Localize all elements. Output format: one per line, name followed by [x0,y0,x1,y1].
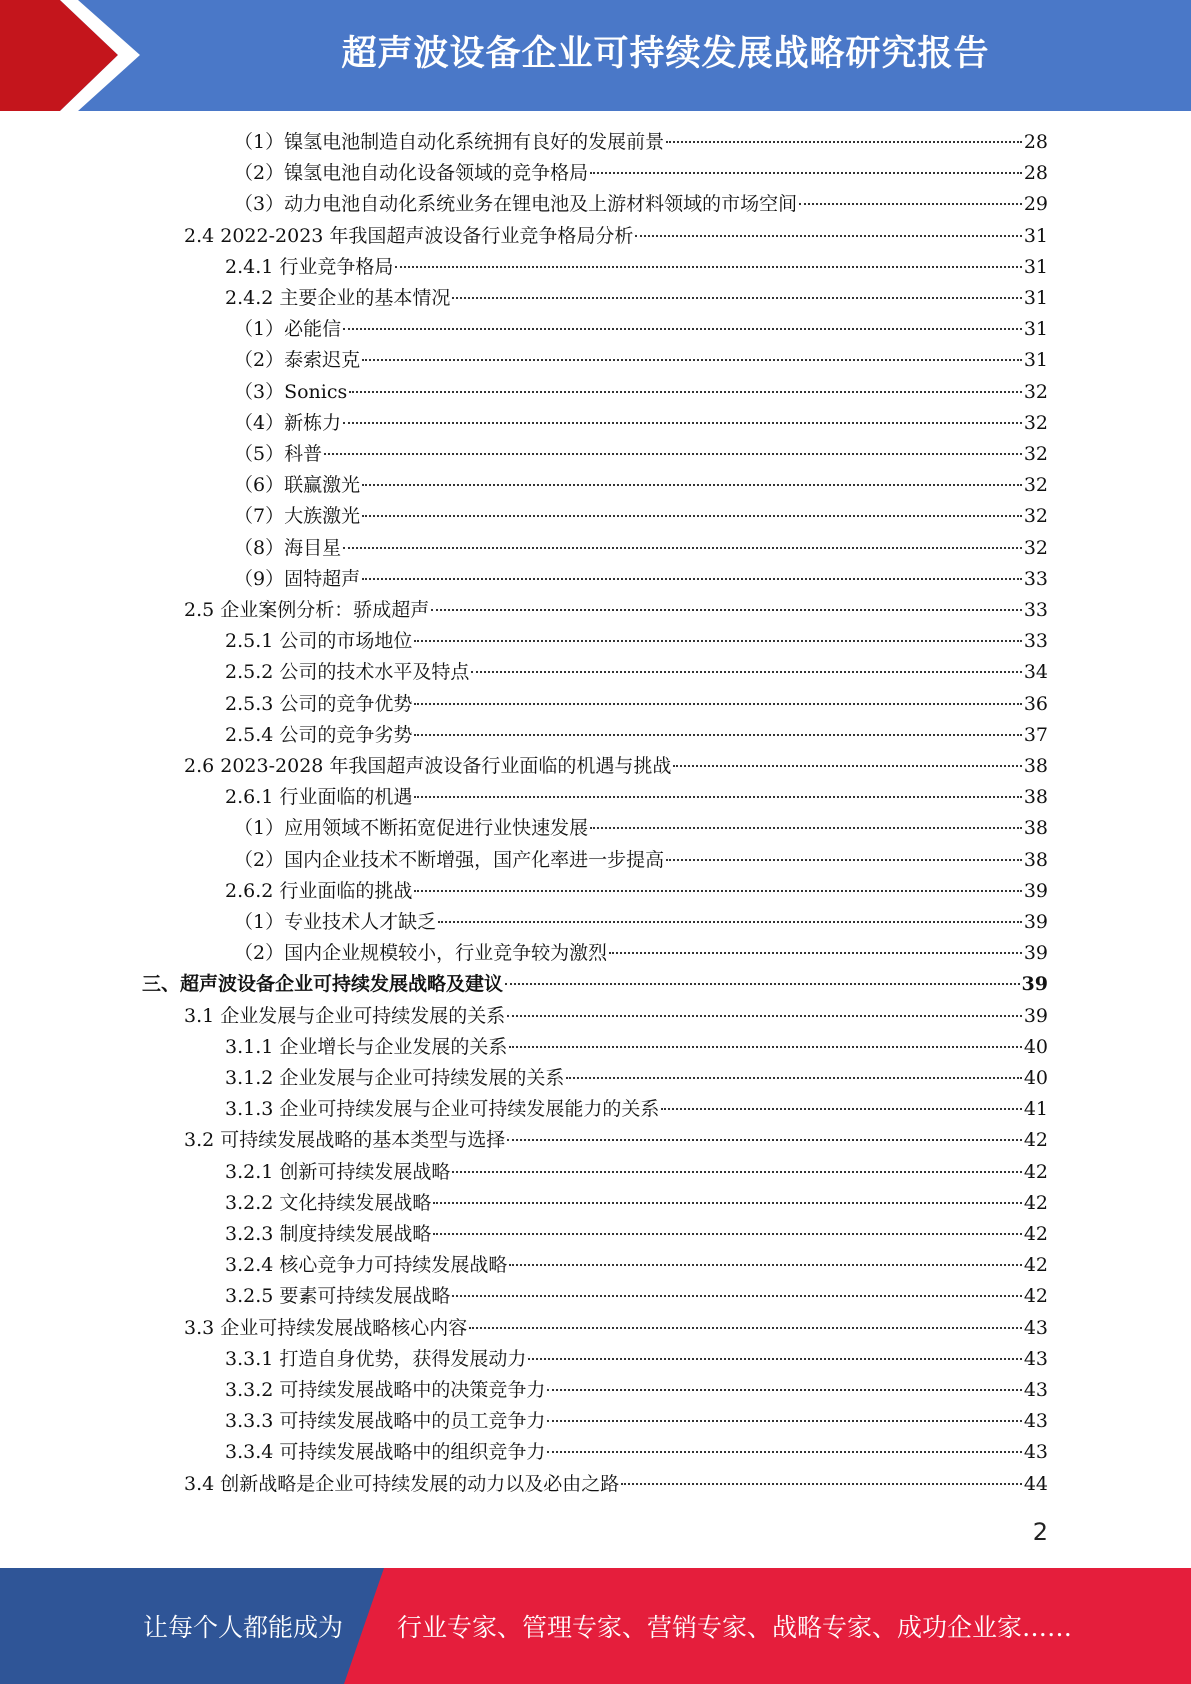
toc-entry[interactable] [225,720,1048,751]
footer-banner [0,1568,1191,1684]
toc-entry-page: 32 [1023,380,1048,403]
toc-entry-title: （2）国内企业技术不断增强，国产化率进一步提高 [234,848,665,871]
toc-entry-page: 31 [1023,349,1048,372]
dot-leader [395,266,1021,268]
toc-entry[interactable] [184,1125,1048,1156]
toc-entry-page: 39 [1023,1004,1048,1027]
toc-entry-title: 3.2.5 要素可持续发展战略 [225,1285,451,1308]
toc-entry-title: 3.2.3 制度持续发展战略 [225,1223,432,1245]
dot-leader [505,983,1020,985]
toc-entry[interactable] [225,1375,1048,1406]
dot-leader [414,796,1021,798]
toc-entry[interactable] [225,1344,1048,1375]
toc-entry[interactable] [225,1063,1048,1094]
toc-entry-title: 2.6.2 行业面临的挑战 [225,879,413,902]
toc-entry-page: 43 [1023,1410,1048,1433]
dot-leader [343,422,1022,424]
toc-entry-page: 43 [1023,1441,1048,1464]
toc-entry[interactable] [225,1188,1048,1219]
toc-entry[interactable] [234,189,1048,220]
toc-entry-title: （5）科普 [234,443,323,465]
header-bar [0,0,1191,111]
toc-entry[interactable] [234,907,1048,938]
toc-entry[interactable] [234,813,1048,844]
toc-entry-page: 32 [1023,505,1048,528]
page-number: 2 [1032,1518,1048,1546]
dot-leader [507,1015,1022,1017]
toc-entry[interactable] [234,158,1048,189]
header-chevron-icon [0,0,160,111]
toc-entry[interactable] [225,1281,1048,1312]
dot-leader [547,1451,1021,1453]
toc-entry-title: 3.1.2 企业发展与企业可持续发展的关系 [225,1067,565,1089]
toc-entry-title: （2）国内企业规模较小，行业竞争较为激烈 [234,942,608,965]
toc-entry[interactable] [184,1469,1048,1500]
toc-entry[interactable] [225,626,1048,657]
toc-entry-page: 38 [1023,848,1048,871]
dot-leader [635,235,1021,237]
toc-entry[interactable] [234,408,1048,439]
toc-entry[interactable] [234,845,1048,876]
toc-entry-title: 2.4.2 主要企业的基本情况 [225,287,451,309]
toc-entry-title: 3.1 企业发展与企业可持续发展的关系 [184,1004,506,1027]
toc-entry-page: 34 [1023,661,1048,684]
toc-entry-page: 31 [1023,318,1048,341]
dot-leader [414,734,1021,736]
dot-leader [414,703,1021,705]
toc-entry-page: 41 [1023,1098,1048,1121]
dot-leader [362,578,1022,580]
toc-entry[interactable] [184,595,1048,626]
toc-entry-title: 3.3 企业可持续发展战略核心内容 [184,1316,468,1339]
toc-entry[interactable] [225,1094,1048,1125]
toc-entry-title: （4）新栋力 [234,411,342,434]
toc-entry-page: 39 [1021,973,1048,996]
toc-entry-title: （1）镍氢电池制造自动化系统拥有良好的发展前景 [234,131,665,153]
toc-entry[interactable] [225,876,1048,907]
dot-leader [566,1077,1021,1079]
toc-entry-page: 32 [1023,443,1048,465]
toc-entry-page: 33 [1023,599,1048,621]
toc-entry-page: 38 [1023,755,1048,777]
dot-leader [343,547,1022,549]
toc-entry-page: 32 [1023,474,1048,497]
toc-entry[interactable] [225,1032,1048,1063]
toc-entry-page: 39 [1023,911,1048,933]
toc-entry-page: 33 [1023,630,1048,653]
dot-leader [673,765,1021,767]
toc-entry[interactable] [184,1001,1048,1032]
toc-entry-title: （2）镍氢电池自动化设备领域的竞争格局 [234,162,589,185]
toc-entry[interactable] [234,377,1048,408]
toc-entry-page: 43 [1023,1347,1048,1370]
toc-entry-page: 39 [1023,879,1048,902]
dot-leader [452,1171,1021,1173]
dot-leader [362,515,1022,517]
dot-leader [343,328,1022,330]
dot-leader [471,671,1021,673]
toc-entry-page: 36 [1023,692,1048,715]
toc-entry-title: （9）固特超声 [234,567,361,590]
dot-leader [452,1295,1021,1297]
dot-leader [507,1139,1022,1141]
toc-entry[interactable] [234,564,1048,595]
dot-leader [799,203,1022,205]
dot-leader [438,921,1022,923]
toc-entry-page: 42 [1023,1223,1048,1245]
toc-entry-page: 43 [1023,1379,1048,1401]
toc-entry[interactable] [234,345,1048,376]
toc-entry-page: 43 [1023,1316,1048,1339]
dot-leader [431,609,1022,611]
dot-leader [621,1483,1022,1485]
toc-entry-title: （2）泰索迟克 [234,349,361,372]
toc-entry-title: 3.3.4 可持续发展战略中的组织竞争力 [225,1441,546,1464]
toc-entry-title: 3.3.2 可持续发展战略中的决策竞争力 [225,1379,546,1401]
dot-leader [547,1389,1021,1391]
toc-entry[interactable] [184,751,1048,782]
toc-entry-page: 29 [1023,193,1048,216]
toc-entry[interactable] [234,127,1048,158]
dot-leader [547,1420,1021,1422]
toc-entry-page: 28 [1023,131,1048,153]
toc-entry[interactable] [225,689,1048,720]
toc-entry-page: 42 [1023,1254,1048,1277]
dot-leader [452,297,1021,299]
toc-entry-title: （3）动力电池自动化系统业务在锂电池及上游材料领域的市场空间 [234,193,798,216]
footer-slogan-right: 行业专家、管理专家、营销专家、战略专家、成功企业家…… [397,1613,1073,1642]
toc-entry[interactable] [225,782,1048,813]
toc-entry[interactable] [225,1219,1048,1250]
toc-entry-page: 40 [1023,1067,1048,1089]
toc-entry-page: 28 [1023,162,1048,185]
toc-entry-page: 44 [1023,1472,1048,1495]
toc-entry-title: 2.5.1 公司的市场地位 [225,630,413,653]
dot-leader [324,453,1022,455]
dot-leader [528,1358,1021,1360]
toc-entry-title: （1）专业技术人才缺乏 [234,911,437,933]
dot-leader [609,952,1022,954]
report-title: 超声波设备企业可持续发展战略研究报告 [341,34,990,74]
toc-entry-page: 33 [1023,567,1048,590]
toc-entry-title: 2.5.4 公司的竞争劣势 [225,723,413,746]
toc-entry-page: 42 [1023,1191,1048,1214]
toc-entry-title: 2.6 2023-2028 年我国超声波设备行业面临的机遇与挑战 [184,755,672,777]
toc-entry-title: 2.6.1 行业面临的机遇 [225,786,413,809]
dot-leader [362,359,1022,361]
toc-entry-page: 42 [1023,1285,1048,1308]
toc-entry[interactable] [234,314,1048,345]
toc-entry-title: 3.3.1 打造自身优势，获得发展动力 [225,1347,527,1370]
toc-entry-title: 3.1.3 企业可持续发展与企业可持续发展能力的关系 [225,1098,660,1121]
toc-entry[interactable] [225,1157,1048,1188]
toc-entry-title: 3.2.1 创新可持续发展战略 [225,1160,451,1183]
toc-entry-title: 2.5 企业案例分析：骄成超声 [184,599,430,621]
dot-leader [433,1202,1021,1204]
dot-leader [362,484,1022,486]
dot-leader [666,859,1022,861]
toc-entry-page: 39 [1023,942,1048,965]
toc-entry-page: 37 [1023,723,1048,746]
toc-entry[interactable] [184,221,1048,252]
toc-entry-page: 31 [1023,255,1048,278]
toc-entry-title: 3.2 可持续发展战略的基本类型与选择 [184,1129,506,1152]
toc-entry-title: （8）海目星 [234,536,342,559]
dot-leader [666,141,1022,143]
toc-entry-page: 32 [1023,411,1048,434]
toc-entry-title: （7）大族激光 [234,505,361,528]
toc-entry-title: （6）联赢激光 [234,474,361,497]
dot-leader [349,391,1022,393]
toc-entry-page: 42 [1023,1129,1048,1152]
toc-entry[interactable] [225,657,1048,688]
dot-leader [469,1327,1022,1329]
toc-entry-page: 38 [1023,817,1048,840]
toc-entry-title: 2.4.1 行业竞争格局 [225,255,394,278]
footer-slogan-left: 让每个人都能成为 [143,1613,344,1642]
toc-entry-title: 3.3.3 可持续发展战略中的员工竞争力 [225,1410,546,1433]
dot-leader [414,890,1021,892]
toc-entry-page: 38 [1023,786,1048,809]
toc-entry[interactable] [225,283,1048,314]
dot-leader [509,1046,1021,1048]
toc-entry[interactable] [225,1437,1048,1468]
dot-leader [433,1233,1021,1235]
toc-entry-title: 2.5.2 公司的技术水平及特点 [225,661,470,684]
toc-entry[interactable] [184,1313,1048,1344]
toc-entry-title: （3）Sonics [234,380,348,403]
toc-entry-title: （1）应用领域不断拓宽促进行业快速发展 [234,817,589,840]
toc-entry-page: 31 [1023,224,1048,247]
toc-entry[interactable] [225,1406,1048,1437]
toc-entry-title: 2.5.3 公司的竞争优势 [225,692,413,715]
toc-entry-page: 32 [1023,536,1048,559]
toc-entry-title: 3.1.1 企业增长与企业发展的关系 [225,1035,508,1058]
dot-leader [414,640,1021,642]
toc-entry-page: 42 [1023,1160,1048,1183]
dot-leader [509,1264,1021,1266]
toc-entry[interactable] [234,938,1048,969]
toc-entry[interactable] [234,533,1048,564]
toc-entry[interactable] [234,439,1048,470]
toc-entry-title: （1）必能信 [234,318,342,341]
toc-entry-title: 三、超声波设备企业可持续发展战略及建议 [142,973,504,996]
toc-entry[interactable] [234,501,1048,532]
dot-leader [590,172,1022,174]
toc-entry[interactable] [142,969,1048,1000]
toc-entry-page: 40 [1023,1035,1048,1058]
toc-entry[interactable] [225,1250,1048,1281]
toc-entry-title: 3.2.4 核心竞争力可持续发展战略 [225,1254,508,1277]
dot-leader [590,827,1022,829]
toc-entry-title: 3.2.2 文化持续发展战略 [225,1191,432,1214]
toc-entry-title: 2.4 2022-2023 年我国超声波设备行业竞争格局分析 [184,224,634,247]
toc-entry-title: 3.4 创新战略是企业可持续发展的动力以及必由之路 [184,1472,620,1495]
toc-entry[interactable] [225,252,1048,283]
toc-entry-page: 31 [1023,287,1048,309]
dot-leader [661,1108,1021,1110]
toc-entry[interactable] [234,470,1048,501]
